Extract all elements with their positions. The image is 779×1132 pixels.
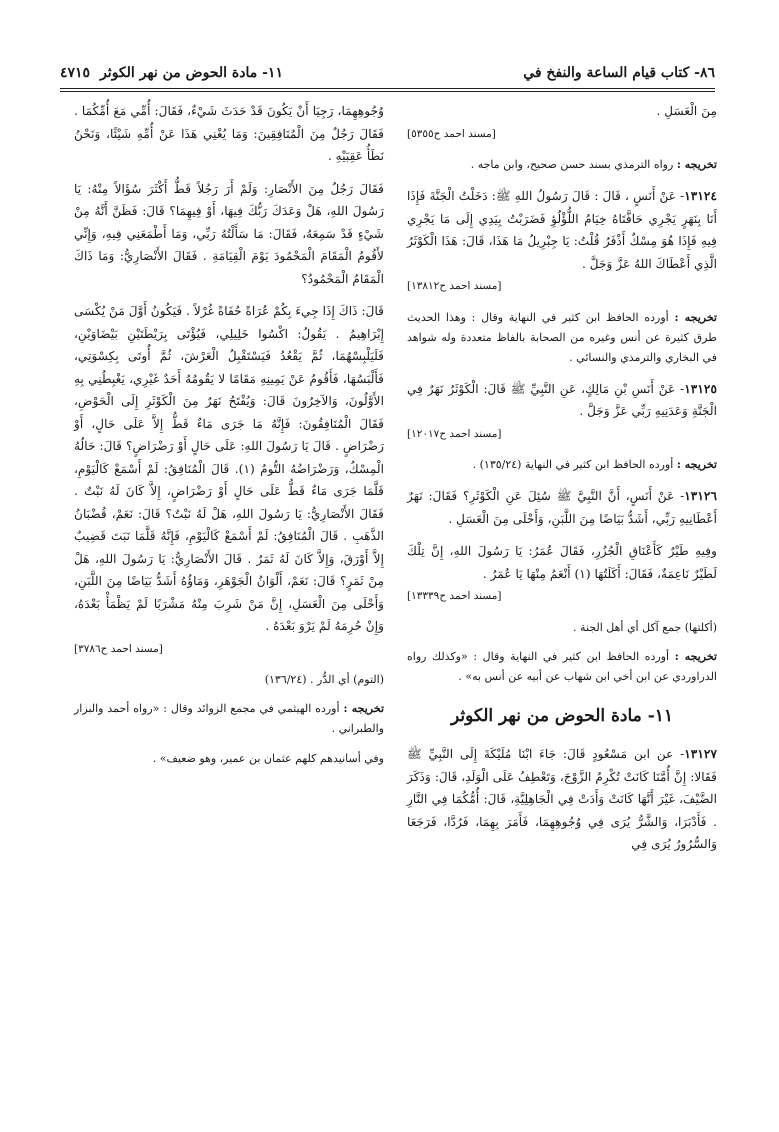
takhrij-label: تخريجه : [676, 458, 717, 471]
takhrij-text: أورده الحافظ ابن كثير في النهاية وقال : «وكذلك رواه الدراوردي عن ابن أخي ابن شهاب عن أبيه عن أنس به» . [407, 649, 717, 683]
header-rule-thin [60, 91, 715, 92]
hadith-text: - عَنْ أَنَسٍ ، قَالَ : قَالَ رَسُولُ اللهِ ﷺ: دَخَلْتُ الْجَنَّةَ فَإِذَا أَنَا بِنَهَرٍ يَجْرِي حَافَّتَاهُ خِيَامُ اللُّؤْلُؤِ فَضَرَبْتُ بِيَدِي إِلَى مَا يَجْرِي فِيهِ فَإِذَا هُوَ مِسْكٌ أَذْفَرُ قُلْتُ: يَا جِبْرِيلُ مَا هَذَا، قَالَ: هَذَا الْكَوْثَرُ الَّذِي أَعْطَاكَ اللهُ عَزَّ وَجَلَّ . [407, 189, 717, 271]
hadith-13124 [407, 185, 717, 298]
running-header [60, 60, 715, 86]
takhrij-note [407, 308, 717, 368]
source-ref: [مسند احمد ح١٣٨١٢] [407, 280, 502, 292]
hadith-text: - عَنْ أَنَسِ بْنِ مَالِكٍ، عَنِ النَّبِيِّ ﷺ قَالَ: الْكَوْثَرُ نَهَرٌ فِي الْجَنَّةِ وَعَدَنِيهِ رَبِّي عَزَّ وَجَلَّ . [407, 381, 717, 418]
book-title: ٨٦- كتاب قيام الساعة والنفخ في [523, 65, 715, 81]
hadith-13125 [407, 378, 717, 446]
takhrij-note [407, 455, 717, 475]
right-column [407, 100, 717, 866]
paragraph: فَقَالَ رَجُلٌ مِنَ الأَنْصَارِ: وَلَمْ أَرَ رَجُلاً قَطُّ أَكْثَرَ سُؤَالاً مِنْهُ: يَا رَسُولَ اللهِ، هَلْ وَعَدَكَ رَبُّكَ فِيهَا، أَوْ فِيهِمَا؟ قَالَ: فَظَنَّ أَنَّهُ مِنْ شَيْءٍ قَدْ سَمِعَهُ، فَقَالَ: مَا سَأَلْتُهُ رَبِّي، وَمَا أَطْمَعَنِي فِيهِ، وَإِنِّي لأَقُومُ الْمَقَامَ الْمَحْمُودَ يَوْمَ الْقِيَامَةِ . فَقَالَ الأَنْصَارِيُّ: وَمَا ذَاكَ الْمَقَامُ الْمَحْمُودُ؟ [74, 181, 384, 286]
source-ref: [مسند احمد ح٣٧٨٦] [74, 642, 163, 655]
hadith-number: ١٣١٢٤ [684, 189, 717, 203]
takhrij-label: تخريجه : [676, 158, 717, 171]
takhrij-label: تخريجه : [674, 310, 717, 324]
hadith-number: ١٣١٢٦ [684, 489, 717, 503]
paragraph [407, 100, 717, 145]
takhrij-note [407, 647, 717, 687]
takhrij-text: أورده الحافظ ابن كثير في النهاية (١٣٥/٢٤) . [472, 458, 674, 471]
takhrij-label: تخريجه : [674, 649, 717, 663]
chapter-title: ١١- مادة الحوض من نهر الكوثر [100, 65, 283, 81]
hadith-text: - عن ابن مَسْعُودٍ قَالَ: جَاءَ ابْنَا مُلَيْكَةَ إِلَى النَّبِيِّ ﷺ فَقَالا: إِنَّ أُمَّنَا كَانَتْ تُكْرِمُ الزَّوْجَ، وَتَعْطِفُ عَلَى الْوَلَدِ، قَالَ: وَذَكَرَ الضَّيْفَ، غَيْرَ أَنَّهَا كَانَتْ وَأَدَتْ فِي الْجَاهِلِيَّةِ، قَالَ: أُمُّكُمَا فِي النَّارِ . فَأَدْبَرَا، وَالشَّرُّ يُرَى فِي وُجُوهِهِمَا، فَأَمَرَ بِهِمَا، فَرُدَّا، فَرَجَعَا وَالسُّرُورُ يُرَى فِي [407, 747, 717, 851]
header-left [60, 65, 283, 81]
takhrij-label: تخريجه : [343, 702, 385, 715]
footnote: (أكلتها) جمع آكل أي أهل الجنة . [573, 620, 717, 634]
hadith-text: قَالَ: ذَاكَ إِذَا جِيءَ بِكُمْ عُرَاةً حُفَاةً غُرْلاً . فَيَكُونُ أَوَّلَ مَنْ يُكْسَى إِبْرَاهِيمُ . يَقُولُ: اكْسُوا خَلِيلِي، فَيُؤْتَى بِرَيْطَتَيْنِ بَيْضَاوَيْنِ، فَلَيَلْبِسْهُمَا، ثُمَّ يَقْعُدُ فَيَسْتَقْبِلُ الْعَرْشَ، ثُمَّ أُوتَى بِكِسْوَتِي، فَأَلْبَسُهَا، فَأَقُومُ عَنْ يَمِينِهِ مَقَامًا لا يَقُومُهُ أَحَدٌ غَيْرِي، يَغْبِطُنِي بِهِ الأَوَّلُونَ، وَالآخِرُونَ قَالَ: وَيُفْتَحُ نَهَرٌ مِنَ الْكَوْثَرِ إِلَى الْحَوْضِ، فَقَالَ الْمُنَافِقُونَ: فَإِنَّهُ مَا جَرَى مَاءٌ قَطُّ إِلاَّ عَلَى حَالٍ، أَوْ رَضْرَاضٍ . قَالَ يَا رَسُولَ اللهِ: عَلَى حَالٍ أَوْ رَضْرَاضٍ؟ قَالَ: حَالُهُ الْمِسْكُ، وَرَضْرَاضُهُ التُّومُ (١). قَالَ الْمُنَافِقُ: لَمْ أَسْمَعْ كَالْيَوْمِ، قَلَّمَا جَرَى مَاءٌ قَطُّ عَلَى حَالٍ أَوْ رَضْرَاضٍ، إِلاَّ كَانَ لَهُ نَبْتٌ . فَقَالَ الأَنْصَارِيُّ: يَا رَسُولَ اللهِ، هَلْ لَهُ نَبْتٌ؟ قَالَ: نَعَمْ، قُضْبَانُ الذَّهَبِ . قَالَ الْمُنَافِقُ: لَمْ أَسْمَعْ كَالْيَوْمِ، فَإِنَّهُ قَلَّمَا نَبَتَ قَضِيبٌ إِلاَّ أَوْرَقَ، وَإِلاَّ كَانَ لَهُ ثَمَرٌ . قَالَ الأَنْصَارِيُّ: يَا رَسُولَ اللهِ، هَلْ مِنْ ثَمَرٍ؟ قَالَ: نَعَمْ، أَلْوَانُ الْجَوْهَرِ، وَمَاؤُهُ أَشَدُّ بَيَاضًا مِنَ اللَّبَنِ، وَأَحْلَى مِنَ الْعَسَلِ، إِنَّ مَنْ شَرِبَ مِنْهُ مَشْرَبًا لَمْ يَظْمَأْ بَعْدَهُ، وَإِنْ حُرِمَهُ لَمْ يَرْوَ بَعْدَهُ . [74, 304, 384, 633]
paragraph [74, 300, 384, 660]
takhrij-continuation: وفي أسانيدهم كلهم عثمان بن عمير، وهو ضعيف» . [152, 752, 384, 765]
hadith-text: - عَنْ أَنَسٍ، أَنَّ النَّبِيَّ ﷺ سُئِلَ عَنِ الْكَوْثَرِ؟ فَقَالَ: نَهَرٌ أَعْطَانِيهِ رَبِّي، أَشَدُّ بَيَاضًا مِنَ اللَّبَنِ، وَأَحْلَى مِنَ الْعَسَلِ . [407, 489, 717, 526]
source-ref: [مسند احمد ح١٢٠١٧] [407, 427, 502, 440]
hadith-13127 [407, 743, 717, 856]
page-number: ٤٧١٥ [60, 65, 91, 81]
left-column [74, 100, 384, 779]
takhrij-note [407, 155, 717, 175]
hadith-13126-continuation [407, 540, 717, 608]
hadith-number: ١٣١٢٧ [684, 747, 717, 761]
hadith-text: وفِيهِ طَيْرٌ كَأَعْنَاقِ الْجُزُرِ، فَقَالَ عُمَرُ: يَا رَسُولَ اللهِ، إِنَّ تِلْكَ لَطَيْرٌ نَاعِمَةٌ، فَقَالَ: أَكَلَتُهَا (١) أَنْعَمُ مِنْهَا يَا عُمَرُ . [407, 544, 717, 581]
takhrij-text: أورده الحافظ ابن كثير في النهاية وقال : وهذا الحديث طرق كثيرة عن أنس وغيره من الصحابة بالفاظ متعددة وله شواهد في البخاري والترمذي والنسائي . [407, 310, 717, 364]
takhrij-note [74, 699, 384, 739]
hadith-number: ١٣١٢٥ [684, 381, 717, 396]
takhrij-text: رواه الترمذي بسند حسن صحيح، وابن ماجه . [470, 158, 674, 171]
source-ref: [مسند احمد ح٥٣٥٥] [407, 127, 496, 140]
footnote: (التوم) أي الدُّر . (١٣٦/٢٤) [264, 673, 384, 686]
source-ref: [مسند احمد ح١٣٣٣٩] [407, 590, 502, 602]
section-heading: ١١- مادة الحوض من نهر الكوثر [450, 705, 674, 726]
hadith-13126 [407, 485, 717, 530]
takhrij-text: أورده الهيثمي في مجمع الزوائد وقال : «رواه أحمد والبزار والطبراني . [74, 702, 384, 735]
paragraph: وُجُوهِهِمَا، رَجِيَا أَنْ يَكُونَ قَدْ حَدَثَ شَيْءٌ، فَقَالَ: أُمِّي مَعَ أُمِّكُمَا . فَقَالَ رَجُلٌ مِنَ الْمُنَافِقِينَ: وَمَا يُغْنِي هَذَا عَنْ أُمِّهِ شَيْئًا، وَنَحْنُ نَطَأُ عَقِبَيْهِ . [74, 104, 384, 163]
hadith-text: مِنَ الْعَسَلِ . [656, 104, 717, 118]
header-rule [60, 88, 715, 89]
